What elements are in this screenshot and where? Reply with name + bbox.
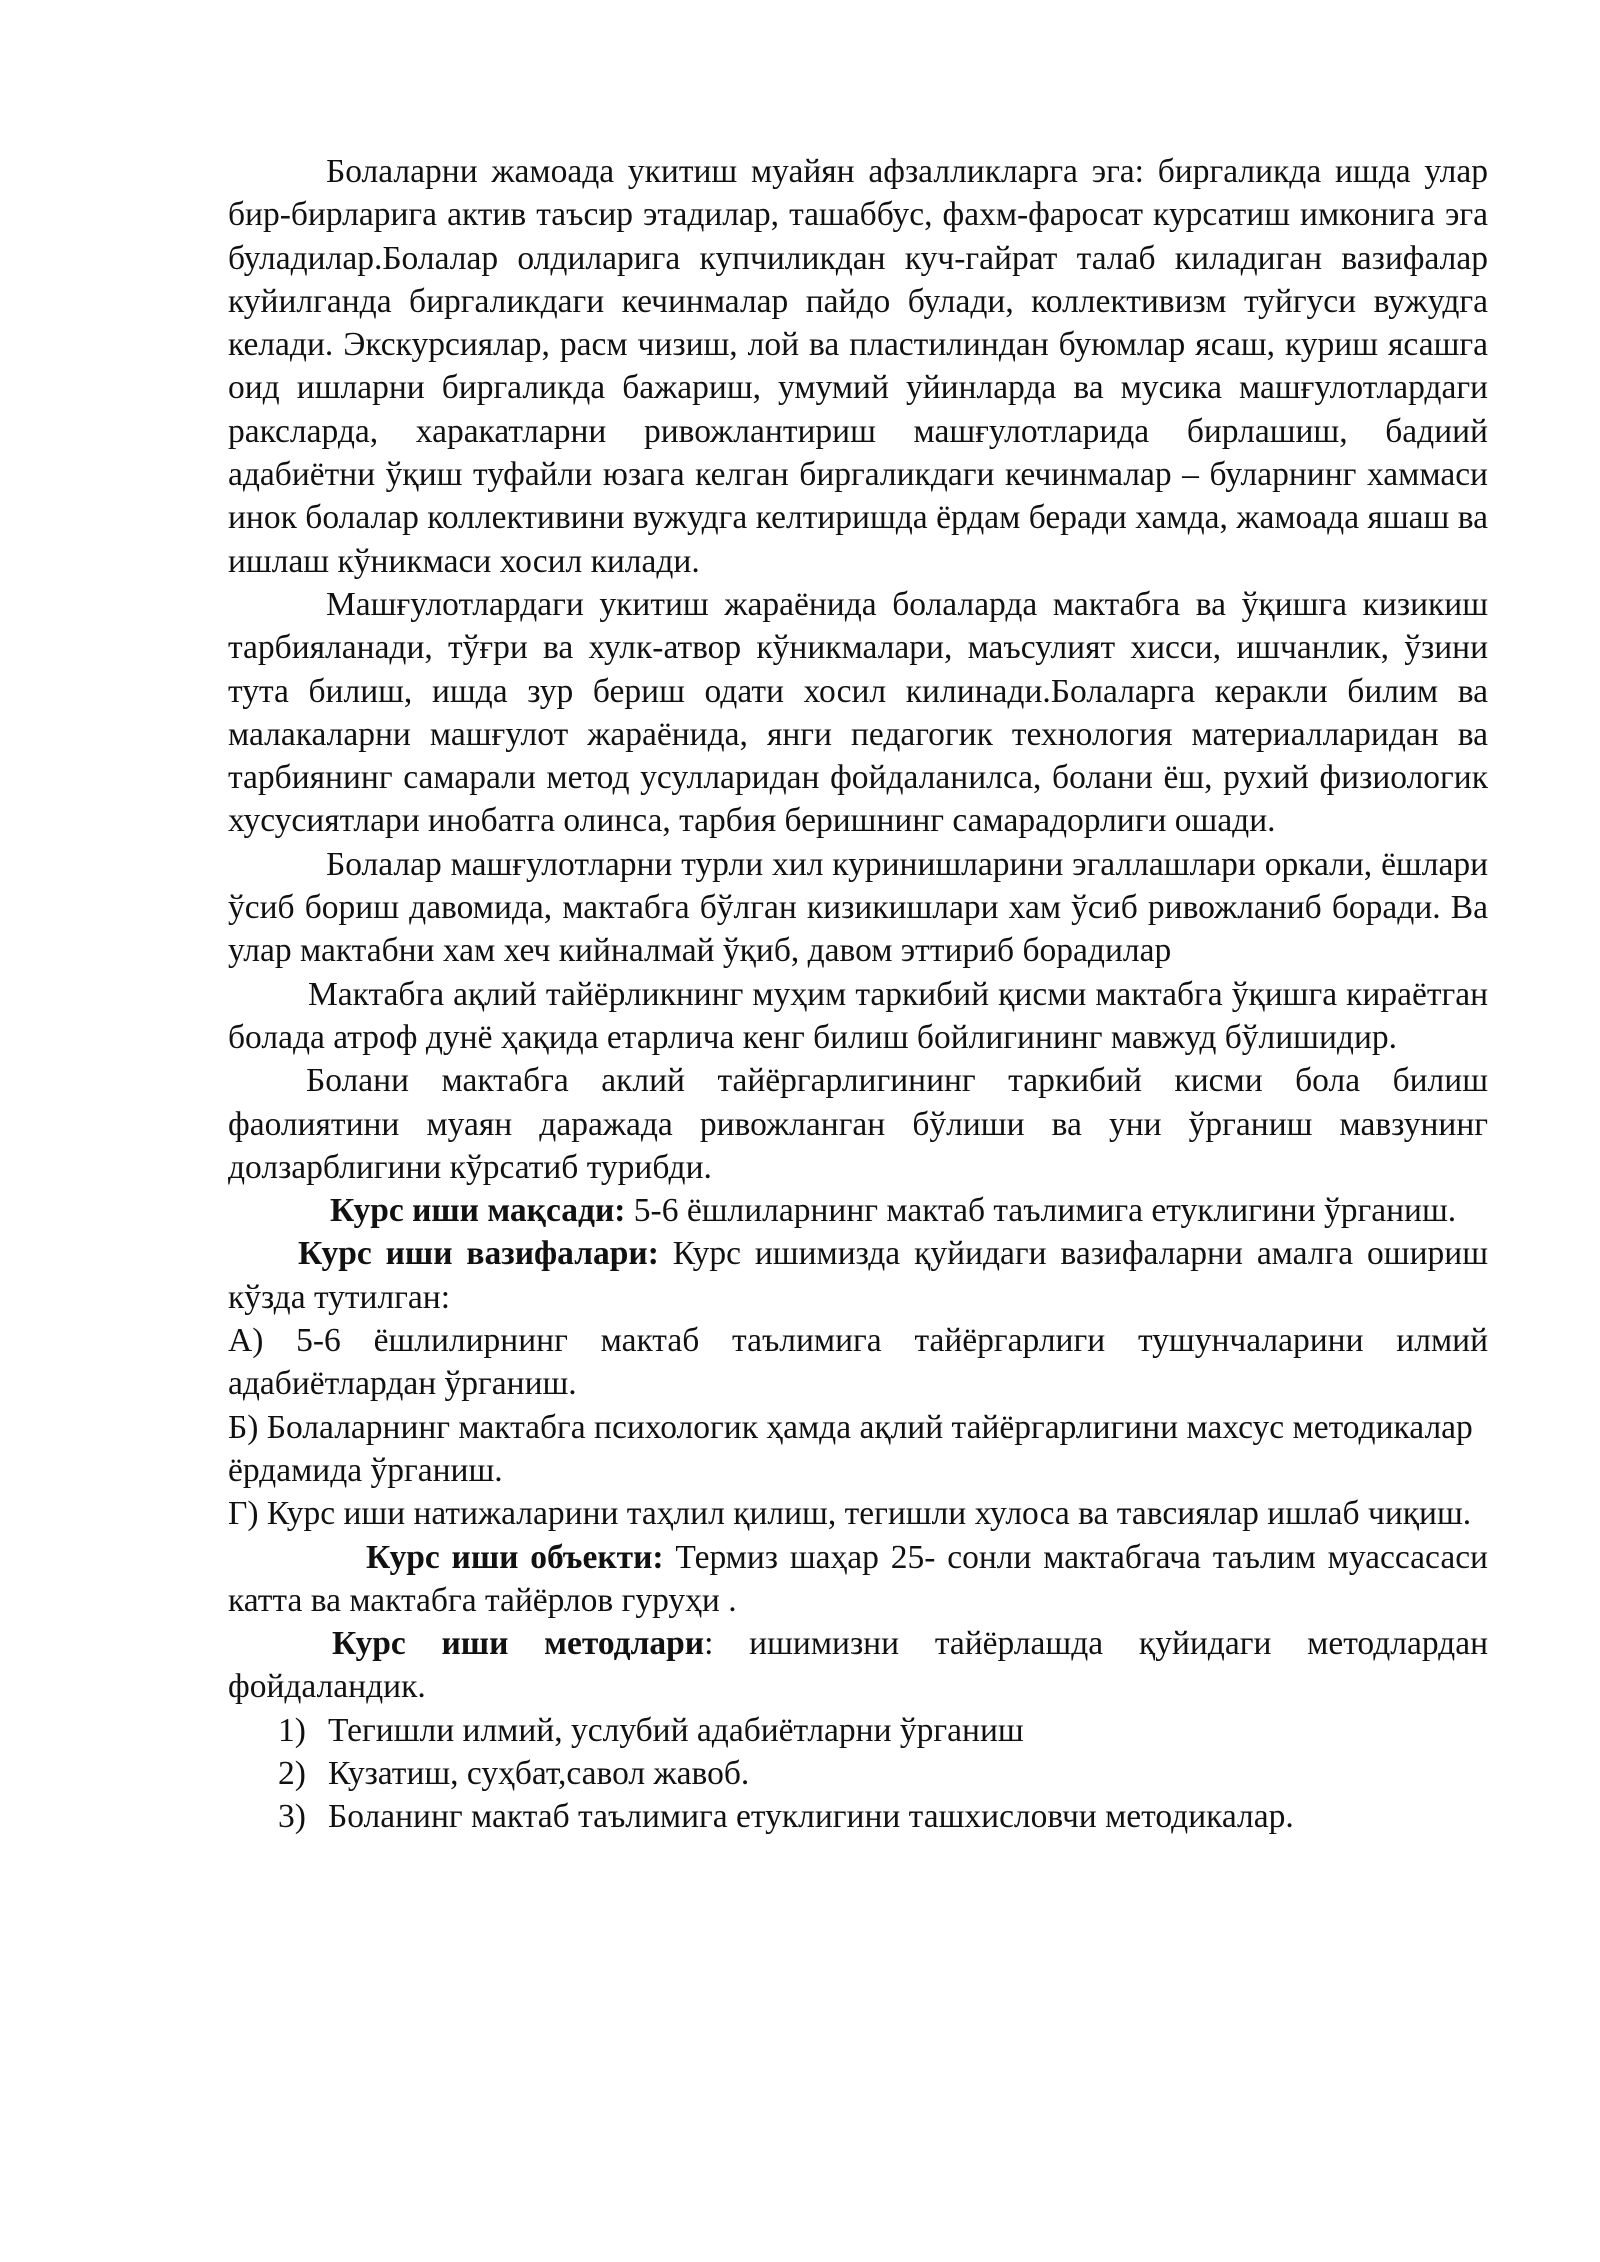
section-tasks (228, 1232, 1488, 1319)
methods-colon: : (704, 1625, 714, 1663)
section-object (228, 1536, 1488, 1623)
task-item-b: Б) Болаларнинг мактабга психологик ҳамда ақлий тайёргарлигини махсус методикалар ёрдамида ўрганиш. (228, 1408, 1473, 1489)
list-item-text: Тегишли илмий, услубий адабиётларни ўрганиш (328, 1711, 1024, 1749)
list-item (228, 1709, 1488, 1752)
paragraph-cognitive-activity: Болани мактабга аклий тайёргарлигининг таркибий кисми бола билиш фаолиятини муаян даражада ривожланган бўлиши ва уни ўрганиш мавзунинг долзарблигини кўрсатиб турибди. (228, 1062, 1488, 1186)
tasks-label: Курс иши вазифалари: (298, 1235, 659, 1273)
list-item (228, 1795, 1488, 1838)
object-text: Термиз шаҳар 25- сонли мактабгача таълим муассасаси катта ва мактабга тайёрлов гуруҳи . (228, 1538, 1488, 1619)
goal-text: 5-6 ёшлиларнинг мактаб таълимига етуклигини ўрганиш. (625, 1192, 1457, 1230)
list-item-number: 1) (278, 1711, 306, 1749)
methods-label: Курс иши методлари (332, 1625, 705, 1663)
paragraph-school-interest: Болалар машғулотларни турли хил куринишларини эгаллашлари оркали, ёшлари ўсиб бориш давомида, мактабга бўлган кизикишлари хам ўсиб ривожланиб боради. Ва улар мактабни хам хеч кийналмай ўқиб, давом эттириб борадилар (228, 845, 1488, 970)
section-methods (228, 1622, 1488, 1709)
paragraph-collective-learning: Болаларни жамоада укитиш муайян афзалликларга эга: биргаликда ишда улар бир-бирларига актив таъсир этадилар, ташаббус, фахм-фаросат курсатиш имконига эга буладилар.Болалар олдиларига купчиликдан куч-гайрат талаб киладиган вазифалар куйилганда биргаликдаги кечинмалар пайдо булади, коллективизм туйгуси вужудга келади. Экскурсиялар, расм чизиш, лой ва пластилиндан буюмлар ясаш, куриш ясашга оид ишларни биргаликда бажариш, умумий уйинларда ва мусика машғулотлардаги раксларда, харакатларни ривожлантириш машғулотларида бирлашиш, бадиий адабиётни ўқиш туфайли юзага келган биргаликдаги кечинмалар – буларнинг хаммаси инок болалар коллективини вужудга келтиришда ёрдам беради хамда, жамоада яшаш ва ишлаш кўникмаси хосил килади. (228, 153, 1488, 580)
paragraph-mental-readiness: Мактабга ақлий тайёрликнинг муҳим таркибий қисми мактабга ўқишга кираётган болада атроф дунё ҳақида етарлича кенг билиш бойлигининг мавжуд бўлишидир. (228, 975, 1488, 1056)
list-item (228, 1752, 1488, 1795)
paragraph-lessons-interest: Машғулотлардаги укитиш жараёнида болаларда мактабга ва ўқишга кизикиш тарбияланади, тўғри ва хулк-атвор кўникмалари, маъсулият хисси, ишчанлик, ўзини тута билиш, ишда зур бериш одати хосил килинади.Болаларга керакли билим ва малакаларни машғулот жараёнида, янги педагогик технология материалларидан ва тарбиянинг самарали метод усулларидан фойдаланилса, болани ёш, рухий физиологик хусусиятлари инобатга олинса, тарбия беришнинг самарадорлиги ошади. (228, 585, 1488, 840)
task-item-a: А) 5-6 ёшлилирнинг мактаб таълимига тайёргарлиги тушунчаларини илмий адабиётлардан ўрганиш. (228, 1322, 1488, 1403)
task-item-g: Г) Курс иши натижаларини таҳлил қилиш, тегишли хулоса ва тавсиялар ишлаб чиқиш. (228, 1495, 1472, 1533)
list-item-number: 2) (278, 1754, 306, 1792)
section-goal (228, 1189, 1488, 1232)
list-item-text: Боланинг мактаб таълимига етуклигини ташхисловчи методикалар. (328, 1798, 1294, 1836)
document-page (228, 150, 1488, 1839)
methods-list (228, 1709, 1488, 1839)
methods-text: ишимизни тайёрлашда қуйидаги методлардан фойдаландик. (228, 1625, 1488, 1706)
list-item-text: Кузатиш, суҳбат,савол жавоб. (328, 1754, 750, 1792)
tasks-text: Курс ишимизда қуйидаги вазифаларни амалга ошириш кўзда тутилган: (228, 1235, 1488, 1316)
object-label: Курс иши объекти: (366, 1538, 664, 1576)
list-item-number: 3) (278, 1798, 306, 1836)
goal-label: Курс иши мақсади: (330, 1192, 626, 1230)
